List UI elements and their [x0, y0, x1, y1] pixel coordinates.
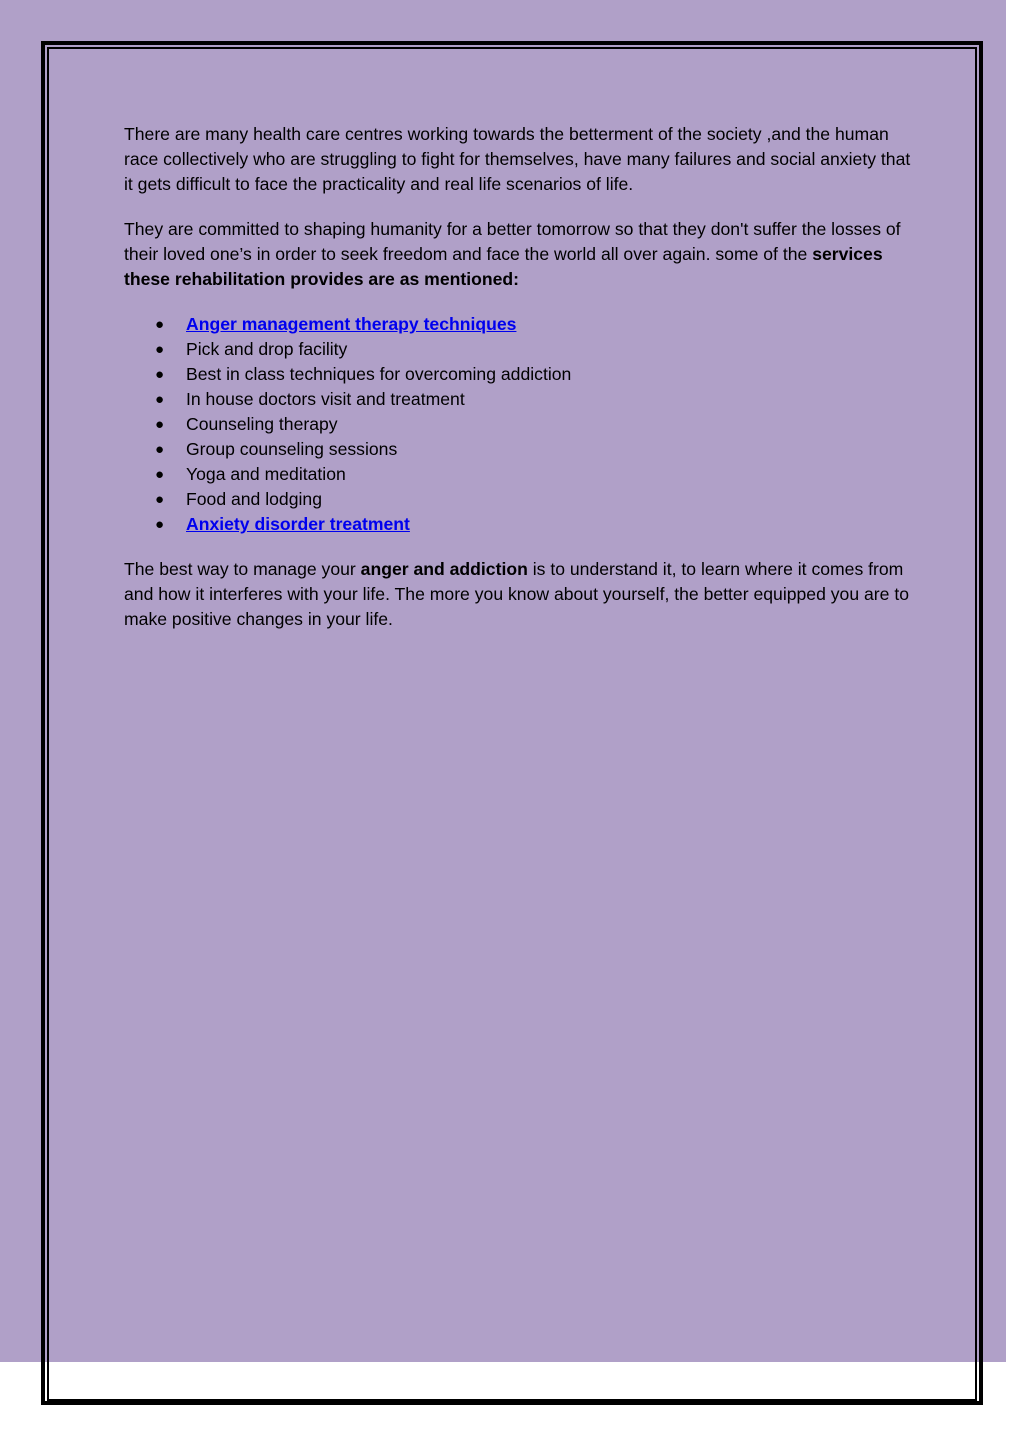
list-item [124, 437, 914, 462]
anger-management-link[interactable]: Anger management therapy techniques [186, 314, 517, 334]
closing-text-end: is to understand it, to learn where it comes from and how it interferes with your life. The more you know about yourself, the better equipped you are to make positive changes in your life. [124, 559, 910, 629]
service-label: Counseling therapy [186, 414, 338, 434]
list-item [124, 462, 914, 487]
bullet-icon: ● [155, 416, 165, 433]
list-item [124, 487, 914, 512]
service-label: Group counseling sessions [186, 439, 398, 459]
closing-paragraph [124, 557, 914, 632]
bullet-icon: ● [155, 491, 165, 508]
closing-bold-phrase: anger and addiction [360, 559, 528, 579]
service-label: Best in class techniques for overcoming addiction [186, 364, 572, 384]
list-item [124, 387, 914, 412]
bullet-icon: ● [155, 391, 165, 408]
service-label: Food and lodging [186, 489, 322, 509]
closing-text-start: The best way to manage your [124, 559, 361, 579]
list-item [124, 362, 914, 387]
document-body [124, 122, 914, 652]
bullet-icon: ● [155, 366, 165, 383]
bullet-icon: ● [155, 441, 165, 458]
services-list [124, 312, 914, 537]
bullet-icon: ● [155, 466, 165, 483]
bullet-icon: ● [155, 341, 165, 358]
list-item [124, 412, 914, 437]
list-item [124, 312, 914, 337]
service-label: In house doctors visit and treatment [186, 389, 465, 409]
bullet-icon: ● [155, 516, 165, 533]
service-label: Yoga and meditation [186, 464, 346, 484]
commitment-paragraph [124, 217, 914, 292]
service-label: Pick and drop facility [186, 339, 348, 359]
bullet-icon: ● [155, 316, 165, 333]
intro-paragraph: There are many health care centres working towards the betterment of the society ,and the human race collectively who are struggling to fight for themselves, have many failures and social anxiety that it gets difficult to face the practicality and real life scenarios of life. [124, 124, 911, 194]
list-item [124, 512, 914, 537]
list-item [124, 337, 914, 362]
services-heading: services these rehabilitation provides are as mentioned: [124, 244, 883, 289]
commitment-text: They are committed to shaping humanity for a better tomorrow so that they don't suffer the losses of their loved one’s in order to seek freedom and face the world all over again. some of the [124, 219, 901, 264]
anxiety-treatment-link[interactable]: Anxiety disorder treatment [186, 514, 410, 534]
